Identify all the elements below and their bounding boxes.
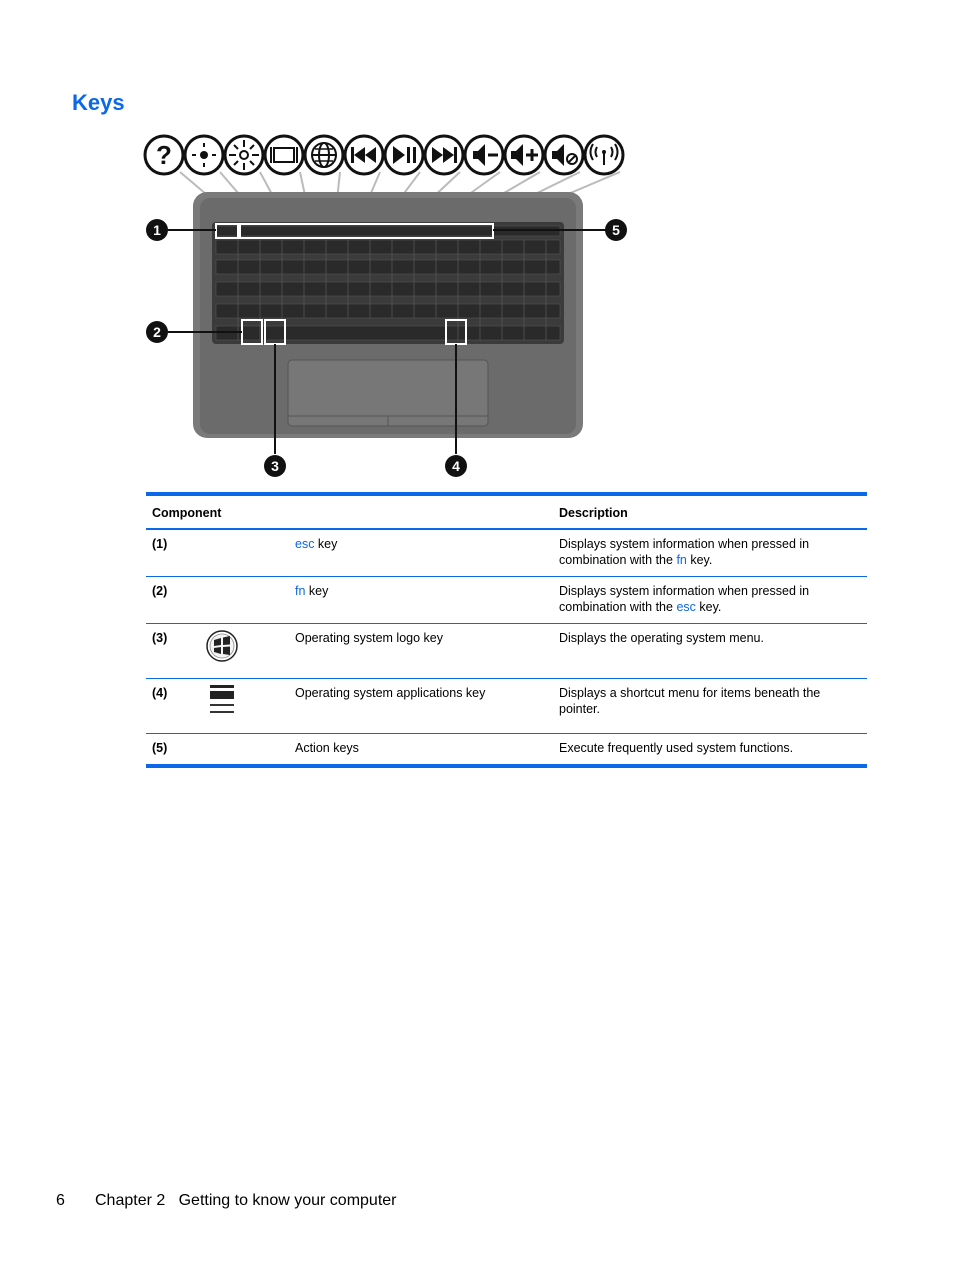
row-number: (4): [146, 679, 189, 734]
row-icon-cell: [189, 679, 289, 734]
description-text: Displays system information when pressed in combination with the: [559, 537, 810, 567]
chapter-title: Chapter 2 Getting to know your computer: [95, 1192, 397, 1209]
component-text: key: [314, 537, 338, 551]
table-header-row: [146, 494, 867, 529]
fn-link[interactable]: fn: [676, 553, 687, 567]
row-description: [553, 529, 867, 577]
row-description: Displays a shortcut menu for items beneath the pointer.: [553, 679, 867, 734]
row-icon-cell: [189, 734, 289, 767]
previous-track-icon: [345, 136, 383, 174]
fn-link[interactable]: fn: [295, 584, 306, 598]
brightness-down-icon: [185, 136, 223, 174]
description-text-end: key.: [695, 600, 722, 614]
callout-2-label: 2: [153, 324, 161, 340]
display-switch-icon: [265, 136, 303, 174]
row-icon-cell: [189, 624, 289, 679]
callout-1: [146, 219, 168, 241]
component-text: key: [305, 584, 329, 598]
table-row: [146, 679, 867, 734]
page-number: 6: [56, 1192, 65, 1209]
mute-icon: [545, 136, 583, 174]
row-component: Operating system applications key: [289, 679, 553, 734]
callout-5: [605, 219, 627, 241]
row-number: (3): [146, 624, 189, 679]
brightness-up-icon: [225, 136, 263, 174]
header-component: Component: [146, 494, 553, 529]
svg-text:?: ?: [156, 140, 172, 170]
row-icon-cell: [189, 577, 289, 624]
row-number: (5): [146, 734, 189, 767]
row-number: (1): [146, 529, 189, 577]
esc-link[interactable]: esc: [295, 537, 315, 551]
row-number: (2): [146, 577, 189, 624]
laptop-body: [193, 192, 583, 438]
row-description: Execute frequently used system functions.: [553, 734, 867, 767]
action-key-icons: [145, 136, 623, 174]
esc-link[interactable]: esc: [676, 600, 696, 614]
table-row: [146, 577, 867, 624]
components-table: [146, 492, 867, 768]
row-component: [289, 529, 553, 577]
callout-1-label: 1: [153, 222, 161, 238]
windows-logo-icon: [195, 626, 241, 666]
row-description: Displays the operating system menu.: [553, 624, 867, 679]
callout-2: [146, 321, 168, 343]
description-text: Displays system information when pressed in combination with the: [559, 584, 810, 614]
table-row: [146, 529, 867, 577]
volume-up-icon: [505, 136, 543, 174]
play-pause-icon: [385, 136, 423, 174]
callout-3-label: 3: [271, 458, 279, 474]
callout-4: [445, 455, 467, 477]
table-row: [146, 624, 867, 679]
next-track-icon: [425, 136, 463, 174]
page-footer: [56, 1192, 396, 1210]
row-component: Operating system logo key: [289, 624, 553, 679]
callout-3: [264, 455, 286, 477]
callout-5-label: 5: [612, 222, 620, 238]
web-icon: [305, 136, 343, 174]
help-icon: [145, 136, 183, 174]
callout-4-label: 4: [452, 458, 460, 474]
keyboard-figure: [140, 130, 640, 480]
wireless-icon: [585, 136, 623, 174]
row-component: Action keys: [289, 734, 553, 767]
header-description: Description: [553, 494, 867, 529]
row-description: [553, 577, 867, 624]
page-title: Keys: [72, 90, 125, 115]
applications-menu-icon: [195, 681, 241, 721]
row-icon-cell: [189, 529, 289, 577]
description-text-end: key.: [686, 553, 713, 567]
volume-down-icon: [465, 136, 503, 174]
table-row: [146, 734, 867, 767]
row-component: [289, 577, 553, 624]
